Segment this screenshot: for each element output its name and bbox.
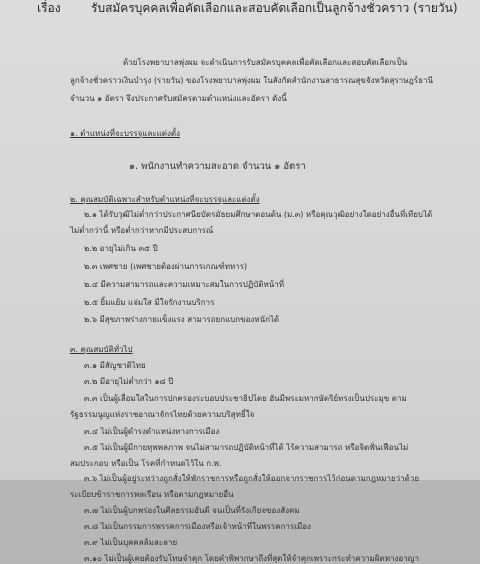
position-line: ๑. พนักงานทำความสะอาด จำนวน ๑ อัตรา — [129, 161, 306, 172]
document-title: รับสมัครบุคคลเพื่อคัดเลือกและสอบคัดเลือกเป็นลูกจ้างชั่วคราว (รายวัน) — [91, 1, 458, 15]
section-3-item: ๓.๙ ไม่เป็นบุคคลล้มละลาย — [84, 538, 178, 547]
section-3-heading: ๓. คุณสมบัติทั่วไป — [70, 345, 133, 354]
section-2-item: ๒.๕ ยิ้มแย้ม แจ่มใส มีใจรักงานบริการ — [84, 298, 215, 307]
intro-line-3: จำนวน ๑ อัตรา จึงประกาศรับสมัครตามตำแหน่งและอัตรา ดังนี้ — [70, 94, 287, 103]
subject-label: เรื่อง — [37, 1, 61, 15]
section-2-item: ๒.๔ มีความสามารถและความเหมาะสมในการปฏิบัติหน้าที่ — [84, 280, 285, 289]
intro-line-2: ลูกจ้างชั่วคราวเงินบำรุง (รายวัน) ของโรงพยาบาลพุ่งผม ในสังกัดสำนักงานสาธารณสุขจังหวัดสุราษฎร์ธานี — [70, 76, 433, 85]
section-3-item: ๓.๔ ไม่เป็นผู้ดำรงตำแหน่งทางการเมือง — [84, 427, 220, 436]
section-3-item: ๓.๖ ไม่เป็นผู้อยู่ระหว่างถูกสั่งให้พักราชการหรือถูกสั่งให้ออกจากราชการไว้ก่อนตามกฎหมายว่าด้วย — [84, 474, 420, 483]
section-3-item: ระเบียบข้าราชการพลเรือน หรือตามกฎหมายอื่น — [70, 490, 234, 499]
section-3-item: สมประกอบ หรือเป็น โรคที่กำหนดไว้ใน ก.พ. — [70, 459, 222, 468]
section-2-item: ไม่ต่ำกว่านี้ หรือต่ำกว่าหากมีประสบการณ์ — [70, 226, 214, 235]
section-2-heading: ๒. คุณสมบัติเฉพาะสำหรับตำแหน่งที่จะบรรจุและแต่งตั้ง — [70, 195, 260, 204]
section-2-item: ๒.๑ ได้รับวุฒิไม่ต่ำกว่าประกาศนียบัตรมัธยมศึกษาตอนต้น (ม.๓) หรือคุณวุฒิอย่างใดอย่างอื่นที่เทียบได้ — [84, 210, 433, 219]
section-2-item: ๒.๒ อายุไม่เกิน ๓๕ ปี — [84, 244, 158, 253]
section-3-item: ๓.๑ มีสัญชาติไทย — [84, 361, 146, 370]
section-3-item: ๓.๗ ไม่เป็นผู้บกพร่องในศีลธรรมอันดี จนเป็นที่รังเกียจของสังคม — [84, 506, 300, 515]
section-3-item: ๓.๘ ไม่เป็นกรรมการพรรคการเมืองหรือเจ้าหน้าที่ในพรรคการเมือง — [84, 522, 311, 531]
section-3-item: ๓.๒ มีอายุไม่ต่ำกว่า ๑๘ ปี — [84, 377, 174, 386]
section-3-item: ๓.๕ ไม่เป็นผู้มีกายทุพพลภาพ จนไม่สามารถปฏิบัติหน้าที่ได้ ไร้ความสามารถ หรือจิตฟั่นเฟือนไม่ — [84, 443, 409, 452]
section-2-item: ๒.๖ มีสุขภาพร่างกายแข็งแรง สามารถยกแบกของหนักได้ — [84, 315, 280, 324]
section-3-item: ๓.๑๐ ไม่เป็นผู้เคยต้องรับโทษจำคุก โดยคำพิพากษาถึงที่สุดให้จำคุกเพราะกระทำความผิดทางอาญา — [84, 554, 419, 563]
section-2-item: ๒.๓ เพศชาย (เพศชายต้องผ่านการเกณฑ์ทหาร) — [84, 262, 248, 271]
section-3-item: ๓.๓ เป็นผู้เลื่อมใสในการปกครองระบอบประชาธิปไตย อันมีพระมหากษัตริย์ทรงเป็นประมุข ตาม — [84, 394, 407, 403]
section-1-heading: ๑. ตำแหน่งที่จะบรรจุและแต่งตั้ง — [70, 129, 180, 138]
intro-line-1: ด้วยโรงพยาบาลพุ่งผม จะดำเนินการรับสมัครบุคคลเพื่อคัดเลือกและสอบคัดเลือกเป็น — [123, 58, 408, 67]
section-3-item: รัฐธรรมนูญแห่งราชอาณาจักรไทยด้วยความบริสุทธิ์ใจ — [70, 410, 255, 419]
